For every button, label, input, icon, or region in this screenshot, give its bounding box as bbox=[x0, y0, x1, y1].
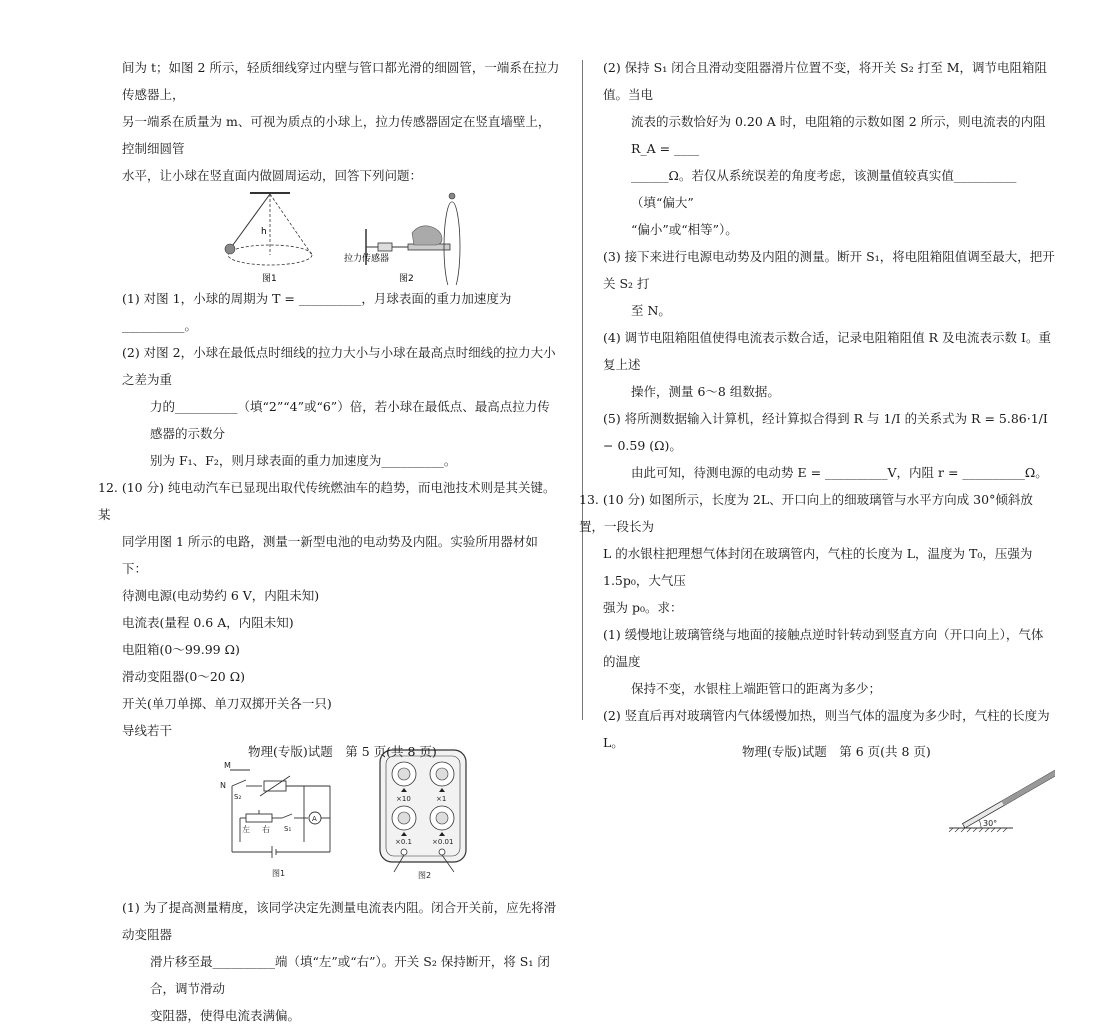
dial-x10-label: ×10 bbox=[396, 795, 411, 803]
figure-1-label: 图1 bbox=[262, 274, 277, 284]
circuit-diagram bbox=[220, 761, 330, 878]
q11-part2-line3: 别为 F₁、F₂，则月球表面的重力加速度为__________。 bbox=[150, 453, 457, 468]
dial-x0.01-label: ×0.01 bbox=[432, 838, 454, 846]
equipment-2: 电流表(量程 0.6 A，内阻未知) bbox=[122, 615, 294, 630]
dial-x1-label: ×1 bbox=[436, 795, 447, 803]
angle-label: 30° bbox=[983, 819, 998, 828]
sensor-label: 拉力传感器 bbox=[344, 254, 390, 264]
q13-part1-line2: 保持不变，水银柱上端距管口的距离为多少； bbox=[631, 681, 882, 696]
glass-tube bbox=[963, 759, 1056, 828]
q11-part1: (1) 对图 1，小球的周期为 T = __________，月球表面的重力加速度为__________。 bbox=[122, 291, 512, 333]
intro-line-3: 水平，让小球在竖直面内做圆周运动，回答下列问题： bbox=[122, 168, 423, 183]
q12-part4-line2: 操作，测量 6～8 组数据。 bbox=[631, 384, 780, 399]
q12-part2-line2: 流表的示数恰好为 0.20 A 时，电阻箱的示数如图 2 所示，则电流表的内阻 R_A = ____ bbox=[631, 114, 1046, 156]
footer-page-5: 物理(专版)试题 第 5 页(共 8 页) bbox=[248, 744, 437, 759]
switch-s1-label: S₁ bbox=[284, 825, 292, 833]
pendulum-figures-svg bbox=[122, 189, 562, 285]
dial-x0.1-label: ×0.1 bbox=[395, 838, 412, 846]
slider-right-label: 右 bbox=[262, 825, 270, 834]
left-column bbox=[98, 54, 562, 1029]
q13-heading-line1: 13. (10 分) 如图所示，长度为 2L、开口向上的细玻璃管与水平方向成 30°倾斜放置，一段长为 bbox=[579, 492, 1033, 534]
q13-part2: (2) 竖直后再对玻璃管内气体缓慢加热，则当气体的温度为多少时，气柱的长度为 L。 bbox=[603, 708, 1050, 750]
circuit-figures-svg bbox=[122, 744, 562, 894]
intro-line-2: 另一端系在质量为 m、可视为质点的小球上，拉力传感器固定在竖直墙壁上，控制细圆管 bbox=[122, 114, 551, 156]
q11-part2-line1: (2) 对图 2，小球在最低点时细线的拉力大小与小球在最高点时细线的拉力大小之差为重 bbox=[122, 345, 556, 387]
q12-part5-line1: (5) 将所测数据输入计算机，经计算拟合得到 R 与 1/I 的关系式为 R = 5.86·1/I − 0.59 (Ω)。 bbox=[603, 411, 1048, 453]
q12-part2-line3: ______Ω。若仅从系统误差的角度考虑，该测量值较真实值__________（填“偏大” bbox=[631, 168, 1017, 210]
q12-part3-line1: (3) 接下来进行电源电动势及内阻的测量。断开 S₁，将电阻箱阻值调至最大，把开关 S₂ 打 bbox=[603, 249, 1055, 291]
q12-part1-line2: 滑片移至最__________端（填“左”或“右”）。开关 S₂ 保持断开，将 S₁ 闭合，调节滑动 bbox=[150, 954, 550, 996]
column-divider bbox=[582, 60, 583, 720]
q12-part2-line4: “偏小”或“相等”）。 bbox=[631, 222, 738, 237]
q12-part2-line1: (2) 保持 S₁ 闭合且滑动变阻器滑片位置不变，将开关 S₂ 打至 M，调节电阻箱阻值。当电 bbox=[603, 60, 1047, 102]
equipment-4: 滑动变阻器(0～20 Ω) bbox=[122, 669, 245, 684]
q12-part1-line3: 变阻器，使得电流表满偏。 bbox=[150, 1008, 301, 1023]
q11-part2-line2: 力的__________（填“2”“4”或“6”）倍，若小球在最低点、最高点拉力传感器的示数分 bbox=[150, 399, 550, 441]
tilted-tube-svg bbox=[603, 756, 1055, 846]
q12-part5-line2: 由此可知，待测电源的电动势 E = __________V，内阻 r = __________Ω。 bbox=[631, 465, 1048, 480]
q13-part1-line1: (1) 缓慢地让玻璃管绕与地面的接触点逆时针转动到竖直方向（开口向上），气体的温度 bbox=[603, 627, 1044, 669]
q13-heading-line2: L 的水银柱把理想气体封闭在玻璃管内，气柱的长度为 L，温度为 T₀，压强为 1.5p₀，大气压 bbox=[603, 546, 1033, 588]
conical-pendulum-diagram bbox=[225, 193, 312, 284]
circuit-figures bbox=[122, 744, 562, 894]
footer-page-6: 物理(专版)试题 第 6 页(共 8 页) bbox=[742, 744, 931, 759]
q12-heading-line1: 12. (10 分) 纯电动汽车已显现出取代传统燃油车的趋势，而电池技术则是其关键。某 bbox=[98, 480, 556, 522]
terminal-n-label: N bbox=[220, 781, 226, 790]
q12-part4-line1: (4) 调节电阻箱阻值使得电流表示数合适，记录电阻箱阻值 R 及电流表示数 I。重复上述 bbox=[603, 330, 1051, 372]
equipment-3: 电阻箱(0～99.99 Ω) bbox=[122, 642, 240, 657]
resistance-box-figure-label: 图2 bbox=[418, 871, 432, 880]
q13-heading-line3: 强为 p₀。求： bbox=[603, 600, 683, 615]
equipment-6: 导线若干 bbox=[122, 723, 173, 738]
height-label: h bbox=[261, 227, 267, 237]
vertical-circle-diagram bbox=[344, 193, 460, 285]
slider-left-label: 左 bbox=[242, 825, 250, 834]
tilted-tube-figure bbox=[603, 756, 1055, 846]
q12-part1-line1: (1) 为了提高测量精度，该同学决定先测量电流表内阻。闭合开关前，应先将滑动变阻器 bbox=[122, 900, 557, 942]
terminal-m-label: M bbox=[224, 761, 231, 770]
equipment-5: 开关(单刀单掷、单刀双掷开关各一只) bbox=[122, 696, 332, 711]
circuit-figure-label: 图1 bbox=[272, 869, 286, 878]
resistance-box bbox=[380, 750, 466, 880]
pendulum-figures bbox=[122, 189, 562, 285]
ammeter-label: A bbox=[312, 815, 317, 823]
q12-heading-line2: 同学用图 1 所示的电路，测量一新型电池的电动势及内阻。实验所用器材如下： bbox=[122, 534, 538, 576]
right-column bbox=[579, 54, 1055, 846]
figure-2-label: 图2 bbox=[399, 274, 414, 284]
q12-part3-line2: 至 N。 bbox=[631, 303, 671, 318]
switch-s2-label: S₂ bbox=[234, 793, 242, 801]
intro-line-1: 间为 t；如图 2 所示，轻质细线穿过内壁与管口都光滑的细圆管，一端系在拉力传感器上， bbox=[122, 60, 560, 102]
equipment-1: 待测电源(电动势约 6 V，内阻未知) bbox=[122, 588, 320, 603]
